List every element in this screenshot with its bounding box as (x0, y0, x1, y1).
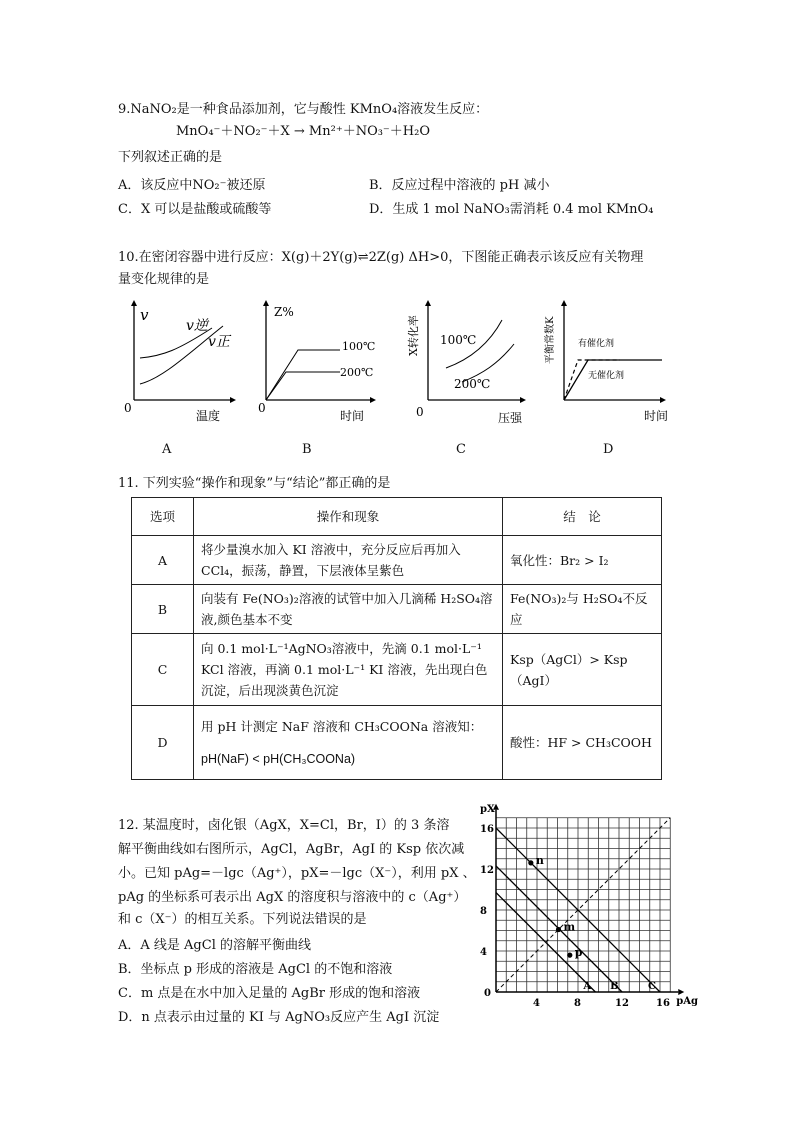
q9-option-d: D．生成 1 mol NaNO₃需消耗 0.4 mol KMnO₄ (369, 202, 654, 217)
point-m (556, 927, 561, 932)
series-label-b: B (610, 981, 619, 992)
point-p (567, 953, 572, 958)
x-tick-label: 16 (656, 998, 670, 1009)
q9-ask: 下列叙述正确的是 (118, 150, 223, 165)
graph-b-ylabel: Z% (274, 305, 294, 319)
graph-b-caption: B (302, 442, 312, 457)
q12-line4: pAg 的坐标系可表示出 AgX 的溶度积与溶液中的 c（Ag⁺） (118, 890, 467, 905)
header-operation: 操作和现象 (194, 498, 503, 536)
q9-equation: MnO₄⁻＋NO₂⁻＋X → Mn²⁺＋NO₃⁻＋H₂O (176, 124, 431, 139)
series-label-c: C (648, 981, 656, 992)
row-d-operation (194, 706, 503, 780)
q9-option-c: C．X 可以是盐酸或硫酸等 (118, 202, 272, 217)
point-n (528, 860, 533, 865)
graph-a (118, 298, 238, 428)
q9-option-a: A．该反应中NO₂⁻被还原 (118, 178, 266, 193)
graph-d-caption: D (603, 442, 614, 457)
graph-a-origin: 0 (124, 401, 132, 415)
q11-table (131, 497, 662, 780)
table-row (132, 585, 662, 634)
row-b-conclusion: Fe(NO₃)₂与 H₂SO₄不反应 (503, 585, 662, 634)
q9-option-b: B．反应过程中溶液的 pH 减小 (369, 178, 550, 193)
graph-c-xlabel: 压强 (498, 411, 523, 425)
graph-a-caption: A (162, 442, 172, 457)
x-tick-label: 4 (533, 998, 540, 1009)
graph-a-label-v-forward: v正 (208, 334, 230, 350)
graph-b-origin: 0 (258, 401, 266, 415)
q12-option-c: C．m 点是在水中加入足量的 AgBr 形成的饱和溶液 (118, 986, 421, 1001)
graph-d-xlabel: 时间 (644, 409, 669, 423)
row-d-conclusion: 酸性：HF > CH₃COOH (503, 706, 662, 780)
header-option: 选项 (132, 498, 194, 536)
q11-stem: 11. 下列实验“操作和现象”与“结论”都正确的是 (118, 476, 391, 491)
graph-c-caption: C (456, 442, 466, 457)
graph-b-label-100: 100℃ (342, 340, 376, 353)
y-tick-label: 8 (480, 906, 487, 917)
x-tick-label: 12 (615, 998, 629, 1009)
graph-d-label-no-catalyst: 无催化剂 (588, 371, 625, 381)
row-c-operation: 向 0.1 mol·L⁻¹AgNO₃溶液中，先滴 0.1 mol·L⁻¹ KCl 溶液，再滴 0.1 mol·L⁻¹ KI 溶液，先出现白色沉淀，后出现淡黄色沉淀 (194, 634, 503, 706)
row-c-conclusion: Ksp（AgCl）> Ksp（AgI） (503, 634, 662, 706)
y-axis-label: pX (480, 803, 495, 815)
x-tick-label: 8 (574, 998, 581, 1009)
series-label-a: A (583, 981, 592, 992)
row-a-operation: 将少量溴水加入 KI 溶液中，充分反应后再加入 CCl₄，振荡，静置，下层液体呈紫色 (194, 536, 503, 585)
graph-a-ylabel: v (140, 306, 149, 324)
table-header-row (132, 498, 662, 536)
graph-b-label-200: 200℃ (340, 366, 374, 379)
solubility-chart (470, 803, 698, 1009)
row-b-option: B (132, 585, 194, 634)
q12-option-b: B．坐标点 p 形成的溶液是 AgCl 的不饱和溶液 (118, 962, 393, 977)
row-d-operation-line2: pH(NaF) < pH(CH₃COONa) (201, 751, 356, 766)
graph-b-line-200 (266, 372, 340, 400)
tick-label-origin: 0 (484, 988, 491, 999)
graph-d (540, 298, 670, 428)
graph-a-label-v-reverse: v逆 (186, 318, 208, 334)
q12-option-d: D．n 点表示由过量的 KI 与 AgNO₃反应产生 AgI 沉淀 (118, 1010, 440, 1025)
q10-stem-line1: 10.在密闭容器中进行反应：X(g)＋2Y(g)⇌2Z(g) ΔH>0，下图能正确表示该反应有关物理 (118, 250, 644, 265)
table-row (132, 536, 662, 585)
x-axis-label: pAg (676, 996, 698, 1007)
point-label-m: m (563, 920, 576, 934)
graph-d-label-catalyst: 有催化剂 (578, 339, 615, 349)
graph-c-label-200: 200℃ (454, 377, 491, 391)
diagonal-dashed-line (496, 818, 670, 992)
q10-stem-line2: 量变化规律的是 (118, 272, 210, 287)
row-a-option: A (132, 536, 194, 585)
graph-c (402, 298, 527, 428)
graph-a-xlabel: 温度 (196, 409, 221, 423)
q9-stem: 9.NaNO₂是一种食品添加剂，它与酸性 KMnO₄溶液发生反应： (118, 102, 489, 117)
y-tick-label: 16 (480, 824, 494, 835)
graph-b (252, 298, 377, 428)
graph-c-origin: 0 (416, 405, 424, 419)
graph-c-label-100: 100℃ (440, 333, 477, 347)
point-label-n: n (535, 853, 544, 867)
row-c-option: C (132, 634, 194, 706)
y-tick-label: 4 (480, 947, 487, 958)
table-row (132, 706, 662, 780)
row-d-option: D (132, 706, 194, 780)
row-d-operation-line1: 用 pH 计测定 NaF 溶液和 CH₃COONa 溶液知： (201, 718, 483, 734)
row-b-operation: 向装有 Fe(NO₃)₂溶液的试管中加入几滴稀 H₂SO₄溶液,颜色基本不变 (194, 585, 503, 634)
table-row (132, 634, 662, 706)
graph-d-ylabel: 平衡常数K (545, 316, 556, 364)
q12-line5: 和 c（X⁻）的相互关系。下列说法错误的是 (118, 912, 367, 927)
point-label-p: p (574, 946, 583, 960)
graph-c-ylabel: X转化率 (407, 315, 420, 356)
q12-line2: 解平衡曲线如右图所示，AgCl，AgBr，AgI 的 Ksp 依次减 (118, 842, 465, 857)
graph-b-line-100 (266, 350, 340, 400)
q12-option-a: A．A 线是 AgCl 的溶解平衡曲线 (118, 938, 311, 953)
y-tick-label: 12 (480, 865, 494, 876)
row-a-conclusion: 氧化性：Br₂ > I₂ (503, 536, 662, 585)
graph-b-xlabel: 时间 (340, 409, 365, 423)
x-axis-arrow (678, 989, 684, 995)
q12-line1: 12. 某温度时，卤化银（AgX，X=Cl，Br，I）的 3 条溶 (118, 818, 450, 833)
q12-line3: 小。已知 pAg=－lgc（Ag⁺），pX=－lgc（X⁻），利用 pX 、 (118, 866, 476, 881)
header-conclusion: 结 论 (503, 498, 662, 536)
